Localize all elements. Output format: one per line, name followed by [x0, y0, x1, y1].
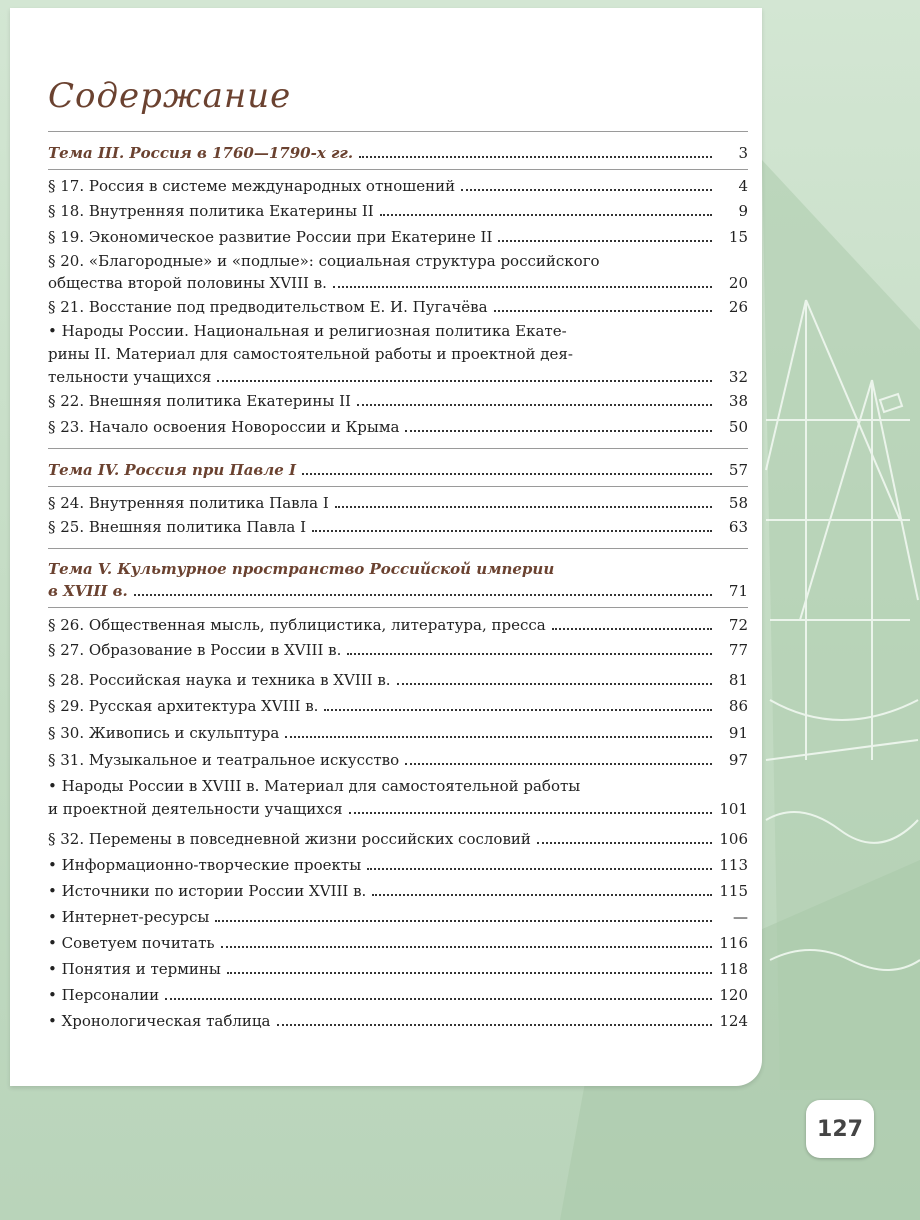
toc-entry-text: • Понятия и термины	[48, 960, 221, 978]
toc-entry-text: • Советуем почитать	[48, 934, 215, 952]
toc-entry-text: тельности учащихся	[48, 368, 212, 386]
toc-page-number: 26	[728, 298, 748, 316]
toc-entry	[48, 200, 748, 222]
toc-entry-text: § 24. Внутренняя политика Павла I	[48, 494, 329, 512]
toc-page-number: 118	[719, 960, 748, 978]
divider	[48, 448, 748, 449]
toc-page-number: 72	[728, 616, 748, 634]
toc-entry	[48, 639, 748, 661]
divider	[48, 131, 748, 132]
toc-page-number: 15	[728, 228, 748, 246]
toc-entry	[48, 722, 748, 744]
toc-entry-text: Тема III. Россия в 1760—1790-х гг.	[48, 144, 354, 162]
toc-entry-text: и проектной деятельности учащихся	[48, 800, 343, 818]
toc-page-number: 57	[728, 461, 748, 479]
toc-entry-text: § 31. Музыкальное и театральное искусство	[48, 751, 400, 769]
toc-entry-line: Тема V. Культурное пространство Российской империи	[48, 560, 555, 578]
toc-entry	[48, 880, 748, 902]
toc-entry-text: § 17. Россия в системе международных отношений	[48, 177, 456, 195]
toc-entry	[48, 958, 748, 980]
toc-entry-text: • Информационно-творческие проекты	[48, 856, 362, 874]
toc-entry-text: § 28. Российская наука и техника в XVIII в.	[48, 671, 391, 689]
toc-entry	[48, 932, 748, 954]
divider	[48, 169, 748, 170]
toc-entry-text: в XVIII в.	[48, 582, 128, 600]
toc-page-number: 71	[728, 582, 748, 600]
toc-page-number: 3	[738, 144, 748, 162]
toc-page-number: 38	[728, 392, 748, 410]
toc-entry	[48, 854, 748, 876]
toc-page-number: 9	[738, 202, 748, 220]
toc-page-number: 20	[728, 274, 748, 292]
page-title: Содержание	[48, 76, 292, 116]
toc-entry	[48, 366, 748, 388]
divider	[48, 486, 748, 487]
toc-page-number: 63	[728, 518, 748, 536]
toc-entry-text: § 32. Перемены в повседневной жизни российских сословий	[48, 830, 531, 848]
toc-entry	[48, 296, 748, 318]
toc-entry-text: § 18. Внутренняя политика Екатерины II	[48, 202, 374, 220]
toc-entry-text: Тема IV. Россия при Павле I	[48, 461, 297, 479]
toc-entry-text: • Интернет-ресурсы	[48, 908, 210, 926]
toc-entry	[48, 828, 748, 850]
toc-entry-line: • Народы России в XVIII в. Материал для самостоятельной работы	[48, 777, 581, 795]
toc-entry-line: • Народы России. Национальная и религиозная политика Екате-	[48, 322, 567, 340]
toc-entry-text: § 30. Живопись и скульптура	[48, 724, 280, 742]
toc-entry	[48, 614, 748, 636]
toc-entry	[48, 272, 748, 294]
page-number-badge: 127	[806, 1100, 874, 1158]
toc-page-number: 124	[719, 1012, 748, 1030]
toc-entry	[48, 749, 748, 771]
toc-entry	[48, 984, 748, 1006]
toc-entry-text: § 22. Внешняя политика Екатерины II	[48, 392, 351, 410]
toc-page-number: —	[733, 908, 748, 926]
toc-entry	[48, 516, 748, 538]
toc-entry	[48, 175, 748, 197]
toc-entry	[48, 798, 748, 820]
toc-entry	[48, 226, 748, 248]
toc-entry-text: • Источники по истории России XVIII в.	[48, 882, 367, 900]
toc-entry	[48, 416, 748, 438]
toc-entry-line: § 20. «Благородные» и «подлые»: социальная структура российского	[48, 252, 600, 270]
toc-page-number: 86	[728, 697, 748, 715]
toc-entry-text: § 19. Экономическое развитие России при Екатерине II	[48, 228, 493, 246]
toc-page-number: 81	[728, 671, 748, 689]
toc-entry	[48, 492, 748, 514]
toc-entry-text: • Персоналии	[48, 986, 160, 1004]
toc-entry	[48, 669, 748, 691]
toc-entry-text: • Хронологическая таблица	[48, 1012, 271, 1030]
toc-topic	[48, 142, 748, 164]
toc-entry	[48, 390, 748, 412]
toc-entry-text: § 25. Внешняя политика Павла I	[48, 518, 306, 536]
toc-page-number: 120	[719, 986, 748, 1004]
toc-entry-text: § 21. Восстание под предводительством Е. И. Пугачёва	[48, 298, 488, 316]
toc-page-number: 77	[728, 641, 748, 659]
toc-entry-line: рины II. Материал для самостоятельной работы и проектной дея-	[48, 345, 573, 363]
toc-entry	[48, 1010, 748, 1032]
toc-page-number: 91	[728, 724, 748, 742]
divider	[48, 548, 748, 549]
toc-page-number: 50	[728, 418, 748, 436]
toc-page-number: 106	[719, 830, 748, 848]
toc-page-number: 113	[719, 856, 748, 874]
divider	[48, 607, 748, 608]
toc-page-number: 101	[719, 800, 748, 818]
toc-entry-text: § 27. Образование в России в XVIII в.	[48, 641, 342, 659]
toc-topic	[48, 459, 748, 481]
toc-entry-text: § 26. Общественная мысль, публицистика, литература, пресса	[48, 616, 546, 634]
toc-page-number: 32	[728, 368, 748, 386]
toc-page-number: 116	[719, 934, 748, 952]
toc-entry	[48, 906, 748, 928]
toc-page-number: 97	[728, 751, 748, 769]
toc-page-number: 4	[738, 177, 748, 195]
toc-entry	[48, 695, 748, 717]
toc-entry-text: общества второй половины XVIII в.	[48, 274, 327, 292]
toc-page-number: 115	[719, 882, 748, 900]
toc-topic	[48, 580, 748, 602]
toc-entry-text: § 29. Русская архитектура XVIII в.	[48, 697, 319, 715]
toc-page-number: 58	[728, 494, 748, 512]
toc-entry-text: § 23. Начало освоения Новороссии и Крыма	[48, 418, 400, 436]
